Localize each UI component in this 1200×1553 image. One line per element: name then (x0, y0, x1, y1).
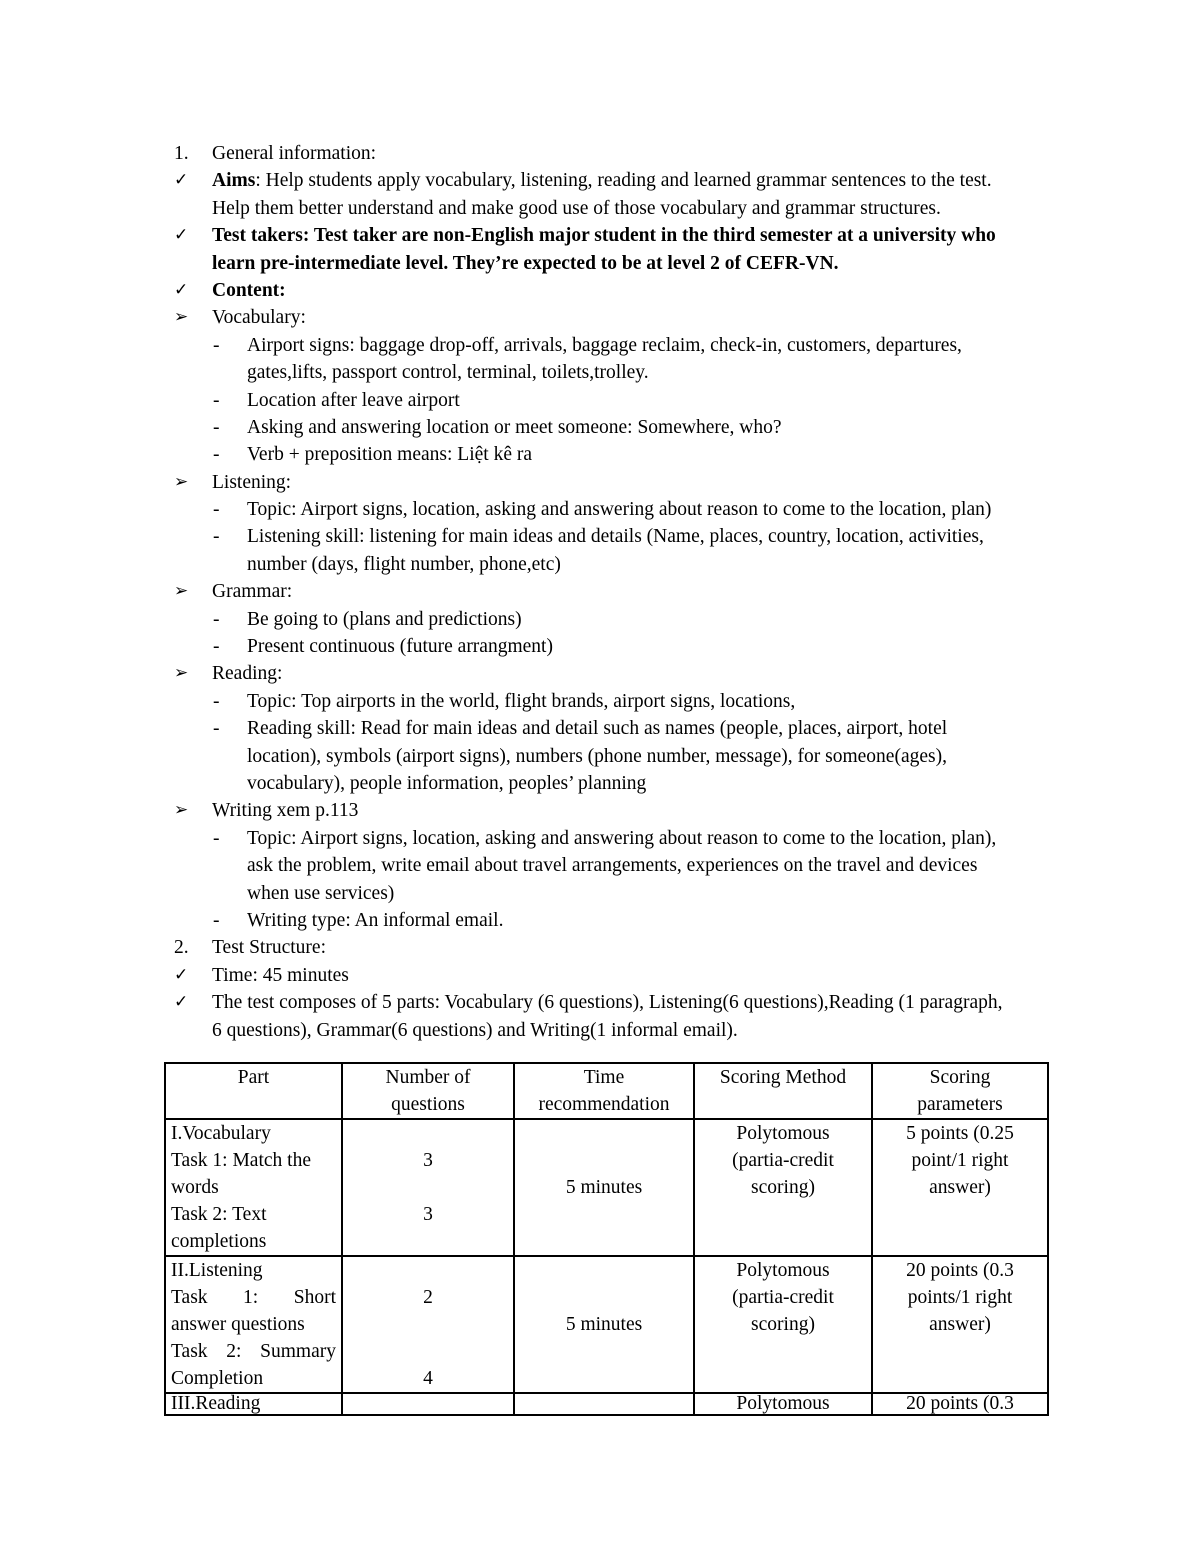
cell-method: Polytomous (partia-credit scoring) (694, 1119, 872, 1256)
cell-params: 5 points (0.25 point/1 right answer) (872, 1119, 1048, 1256)
dash-bullet-icon: - (213, 718, 220, 740)
list-item-text: Listening skill: listening for main ideas and details (Name, places, country, location, activities, (247, 526, 984, 548)
reading-heading (0, 660, 1200, 687)
section-heading-structure (0, 934, 1200, 961)
cell-part: I.Vocabulary Task 1: Match the words Task 2: Text completions (165, 1119, 342, 1256)
list-item-text: Reading skill: Read for main ideas and detail such as names (people, places, airport, hotel (247, 718, 948, 740)
list-item-text: Topic: Airport signs, location, asking and answering about reason to come to the location, plan) (247, 499, 992, 521)
list-item-text: gates,lifts, passport control, terminal, toilets,trolley. (247, 362, 649, 384)
section-number: 1. (174, 143, 189, 164)
vocabulary-heading (0, 304, 1200, 331)
grammar-title: Grammar: (212, 581, 293, 603)
dash-bullet-icon: - (213, 827, 220, 849)
dash-bullet-icon: - (213, 526, 220, 548)
aims-line-2 (0, 195, 1200, 222)
arrow-bullet-icon: ➢ (174, 581, 189, 602)
composes-line-2 (0, 1017, 1200, 1044)
content-line (0, 277, 1200, 304)
dash-bullet-icon: - (213, 499, 220, 521)
table-row (165, 1119, 1048, 1256)
list-item (0, 496, 1200, 523)
content-label: Content: (212, 279, 286, 301)
list-item-text: Be going to (plans and predictions) (247, 608, 522, 630)
aims-label: Aims (212, 170, 256, 192)
list-item (0, 606, 1200, 633)
list-item-text: Writing type: An informal email. (247, 909, 504, 931)
header-scoring-method: Scoring Method (694, 1063, 872, 1119)
composes-text: The test composes of 5 parts: Vocabulary (6 questions), Listening(6 questions),Reading (1 paragraph, (212, 992, 1003, 1014)
dash-bullet-icon: - (213, 909, 220, 931)
list-item (0, 825, 1200, 852)
dash-bullet-icon: - (213, 608, 220, 630)
reading-title: Reading: (212, 663, 283, 685)
list-item-text: number (days, flight number, phone,etc) (247, 553, 561, 575)
list-item-text: when use services) (247, 882, 395, 904)
list-item-cont (0, 770, 1200, 797)
aims-text: : Help students apply vocabulary, listening, reading and learned grammar sentences to the test. (255, 170, 992, 192)
cell-params: 20 points (0.3 (872, 1393, 1048, 1415)
list-item-text: Airport signs: baggage drop-off, arrivals, baggage reclaim, check-in, customers, departures, (247, 334, 962, 356)
writing-title: Writing xem p.113 (212, 800, 359, 822)
cell-part: II.Listening Task 1: Short answer questions Task 2: Summary Completion (165, 1256, 342, 1393)
section-heading-general (0, 140, 1200, 167)
list-item-text: Topic: Top airports in the world, flight brands, airport signs, locations, (247, 690, 796, 712)
dash-bullet-icon: - (213, 389, 220, 411)
list-item (0, 387, 1200, 414)
aims-text-cont: Help them better understand and make good use of those vocabulary and grammar structures. (212, 197, 941, 219)
list-item-text: ask the problem, write email about travel arrangements, experiences on the travel and devices (247, 855, 978, 877)
list-item-text: vocabulary), people information, peoples’ planning (247, 772, 647, 794)
list-item-text: Location after leave airport (247, 389, 460, 411)
test-takers-line-2 (0, 250, 1200, 277)
cell-time: 5 minutes (514, 1119, 694, 1256)
test-takers-text-cont: learn pre-intermediate level. They’re expected to be at level 2 of CEFR-VN. (212, 252, 839, 274)
test-structure-table (164, 1062, 1049, 1416)
section-number: 2. (174, 937, 189, 959)
section-title: General information: (212, 143, 377, 164)
list-item-text: Verb + preposition means: Liệt kê ra (247, 444, 532, 466)
list-item-cont (0, 852, 1200, 879)
list-item-text: location), symbols (airport signs), numbers (phone number, message), for someone(ages), (247, 745, 947, 767)
cell-questions: 3 3 (342, 1119, 514, 1256)
dash-bullet-icon: - (213, 334, 220, 356)
listening-title: Listening: (212, 471, 292, 493)
dash-bullet-icon: - (213, 636, 220, 658)
arrow-bullet-icon: ➢ (174, 663, 189, 684)
list-item (0, 523, 1200, 550)
list-item-cont (0, 551, 1200, 578)
list-item-cont (0, 359, 1200, 386)
cell-questions: 2 4 (342, 1256, 514, 1393)
dash-bullet-icon: - (213, 416, 220, 438)
list-item (0, 907, 1200, 934)
composes-text-cont: 6 questions), Grammar(6 questions) and Writing(1 informal email). (212, 1019, 738, 1041)
arrow-bullet-icon: ➢ (174, 471, 189, 492)
list-item-text: Present continuous (future arrangment) (247, 636, 553, 658)
list-item (0, 414, 1200, 441)
cell-questions (342, 1393, 514, 1415)
listening-heading (0, 469, 1200, 496)
time-line (0, 962, 1200, 989)
list-item-cont (0, 880, 1200, 907)
cell-time (514, 1393, 694, 1415)
vocabulary-title: Vocabulary: (212, 307, 306, 329)
list-item-cont (0, 743, 1200, 770)
checkmark-icon: ✓ (174, 964, 189, 985)
list-item (0, 441, 1200, 468)
list-item (0, 633, 1200, 660)
checkmark-icon: ✓ (174, 279, 189, 300)
header-scoring-parameters: Scoring parameters (872, 1063, 1048, 1119)
header-part: Part (165, 1063, 342, 1119)
section-title: Test Structure: (212, 937, 326, 959)
header-number-of-questions: Number of questions (342, 1063, 514, 1119)
table-row (165, 1256, 1048, 1393)
cell-method: Polytomous (partia-credit scoring) (694, 1256, 872, 1393)
cell-time: 5 minutes (514, 1256, 694, 1393)
aims-line (0, 167, 1200, 194)
list-item (0, 332, 1200, 359)
list-item (0, 715, 1200, 742)
arrow-bullet-icon: ➢ (174, 800, 189, 821)
table-header-row (165, 1063, 1048, 1119)
arrow-bullet-icon: ➢ (174, 307, 189, 328)
checkmark-icon: ✓ (174, 225, 189, 246)
list-item-text: Topic: Airport signs, location, asking and answering about reason to come to the location, plan), (247, 827, 997, 849)
time-text: Time: 45 minutes (212, 964, 349, 986)
writing-heading (0, 797, 1200, 824)
document-body (0, 140, 1200, 1044)
list-item-text: Asking and answering location or meet someone: Somewhere, who? (247, 416, 782, 438)
test-takers-line (0, 222, 1200, 249)
composes-line (0, 989, 1200, 1016)
cell-params: 20 points (0.3 points/1 right answer) (872, 1256, 1048, 1393)
test-takers-text: Test takers: Test taker are non-English major student in the third semester at a university who (212, 225, 996, 247)
dash-bullet-icon: - (213, 690, 220, 712)
checkmark-icon: ✓ (174, 992, 189, 1013)
grammar-heading (0, 578, 1200, 605)
table-row (165, 1393, 1048, 1415)
header-time-recommendation: Time recommendation (514, 1063, 694, 1119)
checkmark-icon: ✓ (174, 170, 189, 191)
list-item (0, 688, 1200, 715)
dash-bullet-icon: - (213, 444, 220, 466)
cell-method: Polytomous (694, 1393, 872, 1415)
cell-part: III.Reading (165, 1393, 342, 1415)
